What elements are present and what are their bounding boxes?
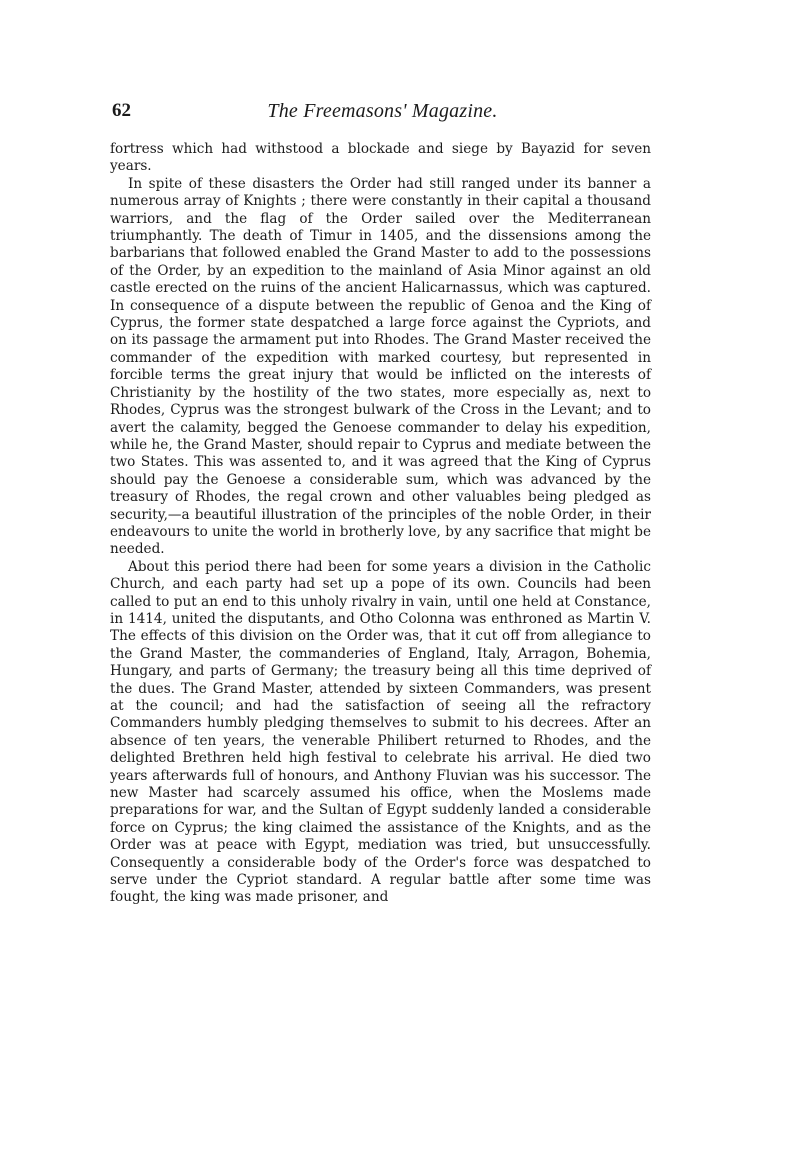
page-number: 62 <box>112 100 131 121</box>
paragraph-continuation: fortress which had withstood a blockade and siege by Bayazid for seven years. <box>110 141 651 175</box>
paragraph: About this period there had been for some years a division in the Catholic Church, and each party had set up a pope of its own. Councils had been called to put an end to this unholy rivalry in vain, until one held at Constance, in 1414, united the disputants, and Otho Colonna was enthroned as Martin V. The effects of this division on the Order was, that it cut off from allegiance to the Grand Master, the commanderies of England, Italy, Arragon, Bohemia, Hungary, and parts of Germany; the treasury being all this time deprived of the dues. The Grand Master, attended by sixteen Commanders, was present at the council; and had the satisfaction of seeing all the refractory Commanders humbly pledging themselves to submit to his decrees. After an absence of ten years, the venerable Philibert returned to Rhodes, and the delighted Brethren held high festival to celebrate his arrival. He died two years afterwards full of honours, and Anthony Fluvian was his successor. The new Master had scarcely assumed his office, when the Moslems made preparations for war, and the Sultan of Egypt suddenly landed a considerable force on Cyprus; the king claimed the assistance of the Knights, and as the Order was at peace with Egypt, mediation was tried, but unsuccessfully. Consequently a considerable body of the Order's force was despatched to serve under the Cypriot standard. A regular battle after some time was fought, the king was made prisoner, and <box>110 558 651 906</box>
page-header <box>112 100 653 126</box>
running-title: The Freemasons' Magazine. <box>267 100 498 122</box>
paragraph: In spite of these disasters the Order had still ranged under its banner a numerous array of Knights ; there were constantly in their capital a thousand warriors, and the flag of the Order sailed over the Mediterranean triumphantly. The death of Timur in 1405, and the dissensions among the barbarians that followed enabled the Grand Master to add to the possessions of the Order, by an expedition to the mainland of Asia Minor against an old castle erected on the ruins of the ancient Halicarnassus, which was captured. In consequence of a dispute between the republic of Genoa and the King of Cyprus, the former state despatched a large force against the Cypriots, and on its passage the armament put into Rhodes. The Grand Master received the commander of the expedition with marked courtesy, but represented in forcible terms the great injury that would be inflicted on the interests of Christianity by the hostility of the two states, more especially as, next to Rhodes, Cyprus was the strongest bulwark of the Cross in the Levant; and to avert the calamity, begged the Genoese commander to delay his expedition, while he, the Grand Master, should repair to Cyprus and mediate between the two States. This was assented to, and it was agreed that the King of Cyprus should pay the Genoese a considerable sum, which was advanced by the treasury of Rhodes, the regal crown and other valuables being pledged as security,—a beautiful illustration of the principles of the noble Order, in their endeavours to unite the world in brotherly love, by any sacrifice that might be needed. <box>110 175 651 558</box>
article-body <box>110 141 651 907</box>
